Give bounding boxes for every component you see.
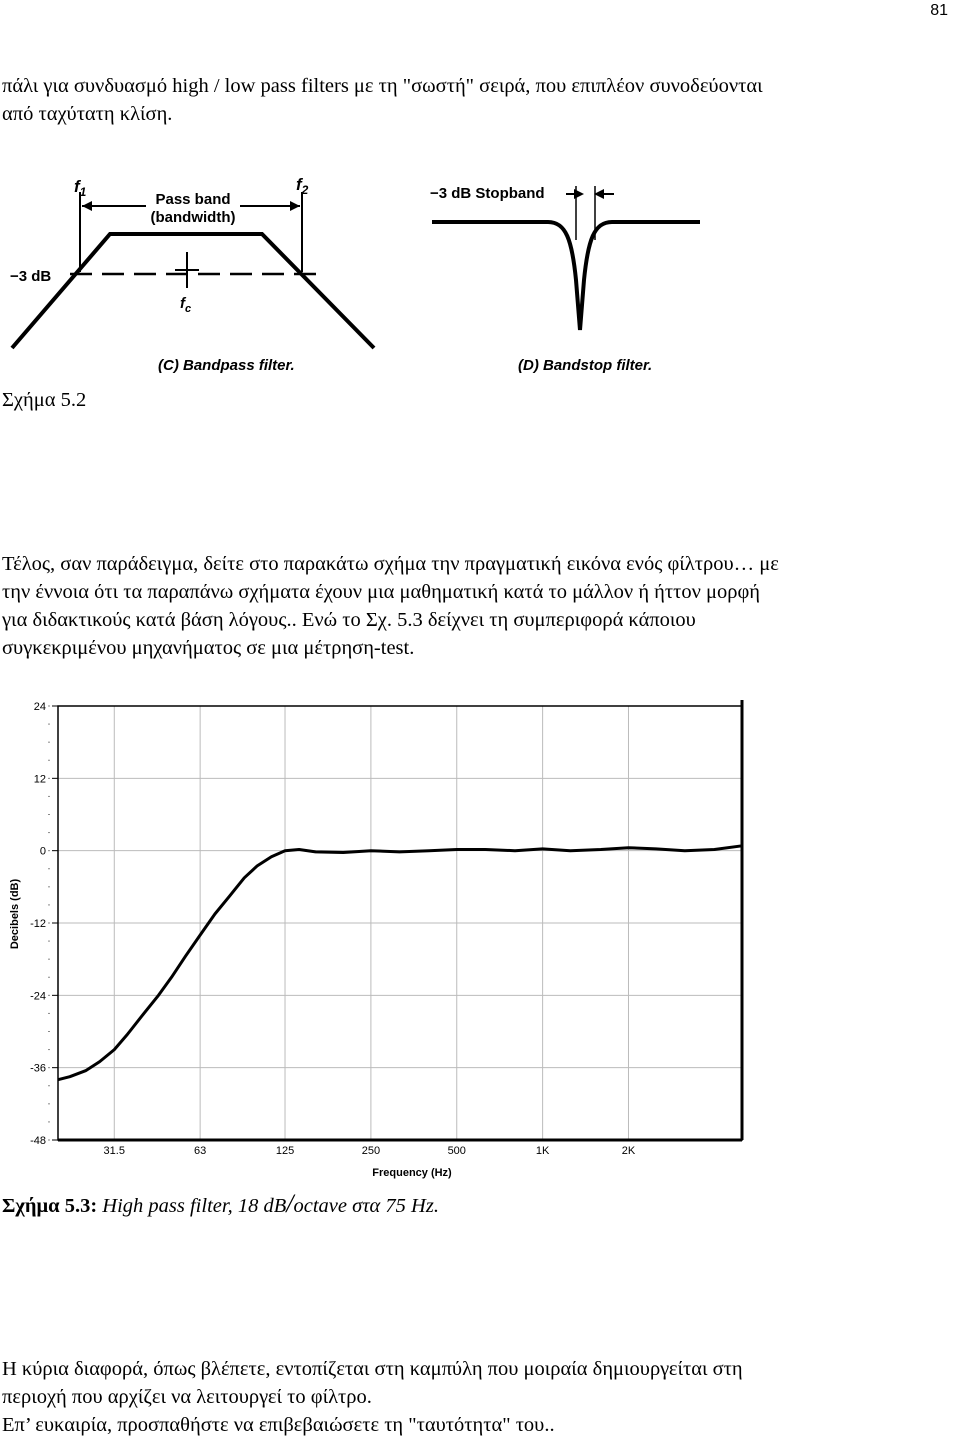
figure-5-3-text-a: High pass filter, 18 dB — [102, 1195, 287, 1217]
chart-y-axis-label: Decibels (dB) — [9, 878, 21, 950]
middle-line-2: την έννοια ότι τα παραπάνω σχήματα έχουν μια μαθηματική κατά το μάλλον ή ήττον μορφή — [2, 581, 761, 603]
bandpass-caption: (C) Bandpass filter. — [158, 357, 295, 374]
x-tick-label: 2K — [621, 1145, 636, 1157]
x-tick-label: 250 — [361, 1145, 381, 1157]
figure-5-3-text-b: octave στα 75 Hz. — [293, 1195, 439, 1217]
middle-line-4: συγκεκριμένου μηχανήματος σε μια μέτρηση-test. — [2, 637, 415, 659]
minus-3db-label: −3 dB — [10, 268, 52, 285]
figure-5-3-caption — [2, 1189, 439, 1219]
y-tick-label: 0 — [39, 845, 46, 858]
closing-line-2: περιοχή που αρχίζει να λειτουργεί το φίλτρο. — [2, 1386, 372, 1408]
y-tick-label: -36 — [30, 1062, 46, 1075]
x-tick-label: 31.5 — [103, 1145, 125, 1157]
chart-x-axis-label: Frequency (Hz) — [372, 1167, 452, 1179]
closing-line-3: Επ’ ευκαιρία, προσπαθήστε να επιβεβαιώσετε τη "ταυτότητα" του.. — [2, 1414, 555, 1436]
figure-5-2-label: Σχήμα 5.2 — [2, 389, 87, 411]
chart-grid — [48, 706, 742, 1140]
intro-line-1: πάλι για συνδυασμό high / low pass filters με τη "σωστή" σειρά, που επιπλέον συνοδεύονται — [2, 75, 763, 97]
arrowhead-right — [290, 201, 300, 211]
chart-frame — [58, 700, 742, 1140]
x-tick-label: 63 — [194, 1145, 207, 1157]
frequency-response-chart — [0, 692, 770, 1184]
chart-series — [58, 846, 742, 1080]
bandwidth-label: (bandwidth) — [150, 209, 236, 226]
passband-label: Pass band — [155, 191, 231, 208]
y-tick-label: -48 — [30, 1135, 46, 1147]
x-tick-label: 500 — [447, 1145, 466, 1157]
bandpass-response-curve — [12, 234, 374, 348]
bandstop-caption: (D) Bandstop filter. — [518, 357, 653, 374]
middle-line-1: Τέλος, σαν παράδειγμα, δείτε στο παρακάτω σχήμα την πραγματική εικόνα ενός φίλτρου… με — [2, 553, 779, 575]
chart-y-tick-labels — [30, 701, 46, 1147]
figure-5-3-slash: / — [286, 1189, 294, 1218]
fc-label: $f_c$ — [180, 295, 192, 315]
middle-paragraph — [2, 550, 952, 662]
middle-line-3: για διδακτικούς κατά βάση λόγους.. Ενώ το Σχ. 5.3 δείχνει τη συμπεριφορά κάποιου — [2, 609, 696, 631]
chart-x-tick-labels — [104, 1145, 636, 1157]
y-tick-label: -12 — [30, 918, 46, 930]
y-tick-label: -24 — [30, 990, 46, 1003]
stopband-label: −3 dB Stopband — [430, 185, 545, 202]
y-tick-label: 12 — [33, 773, 46, 786]
figure-5-3-label: Σχήμα 5.3: — [2, 1195, 98, 1217]
intro-line-2: από ταχύτατη κλίση. — [2, 103, 173, 125]
figure-5-2-diagram — [0, 170, 960, 385]
closing-paragraph — [2, 1355, 952, 1439]
bandstop-response-curve — [432, 222, 700, 330]
x-tick-label: 1K — [535, 1145, 550, 1157]
f2-label: $f_2$ — [296, 175, 309, 197]
bandstop-diagram — [430, 185, 700, 374]
f1-label: $f_1$ — [74, 177, 87, 199]
closing-line-1: Η κύρια διαφορά, όπως βλέπετε, εντοπίζεται στη καμπύλη που μοιραία δημιουργείται στη — [2, 1358, 743, 1380]
x-tick-label: 125 — [275, 1145, 295, 1157]
y-tick-label: 24 — [33, 701, 46, 713]
bandpass-diagram — [10, 175, 374, 374]
intro-paragraph — [2, 72, 952, 128]
series-line-response — [58, 846, 742, 1080]
arrowhead-left — [82, 201, 92, 211]
page-number: 81 — [930, 2, 948, 19]
